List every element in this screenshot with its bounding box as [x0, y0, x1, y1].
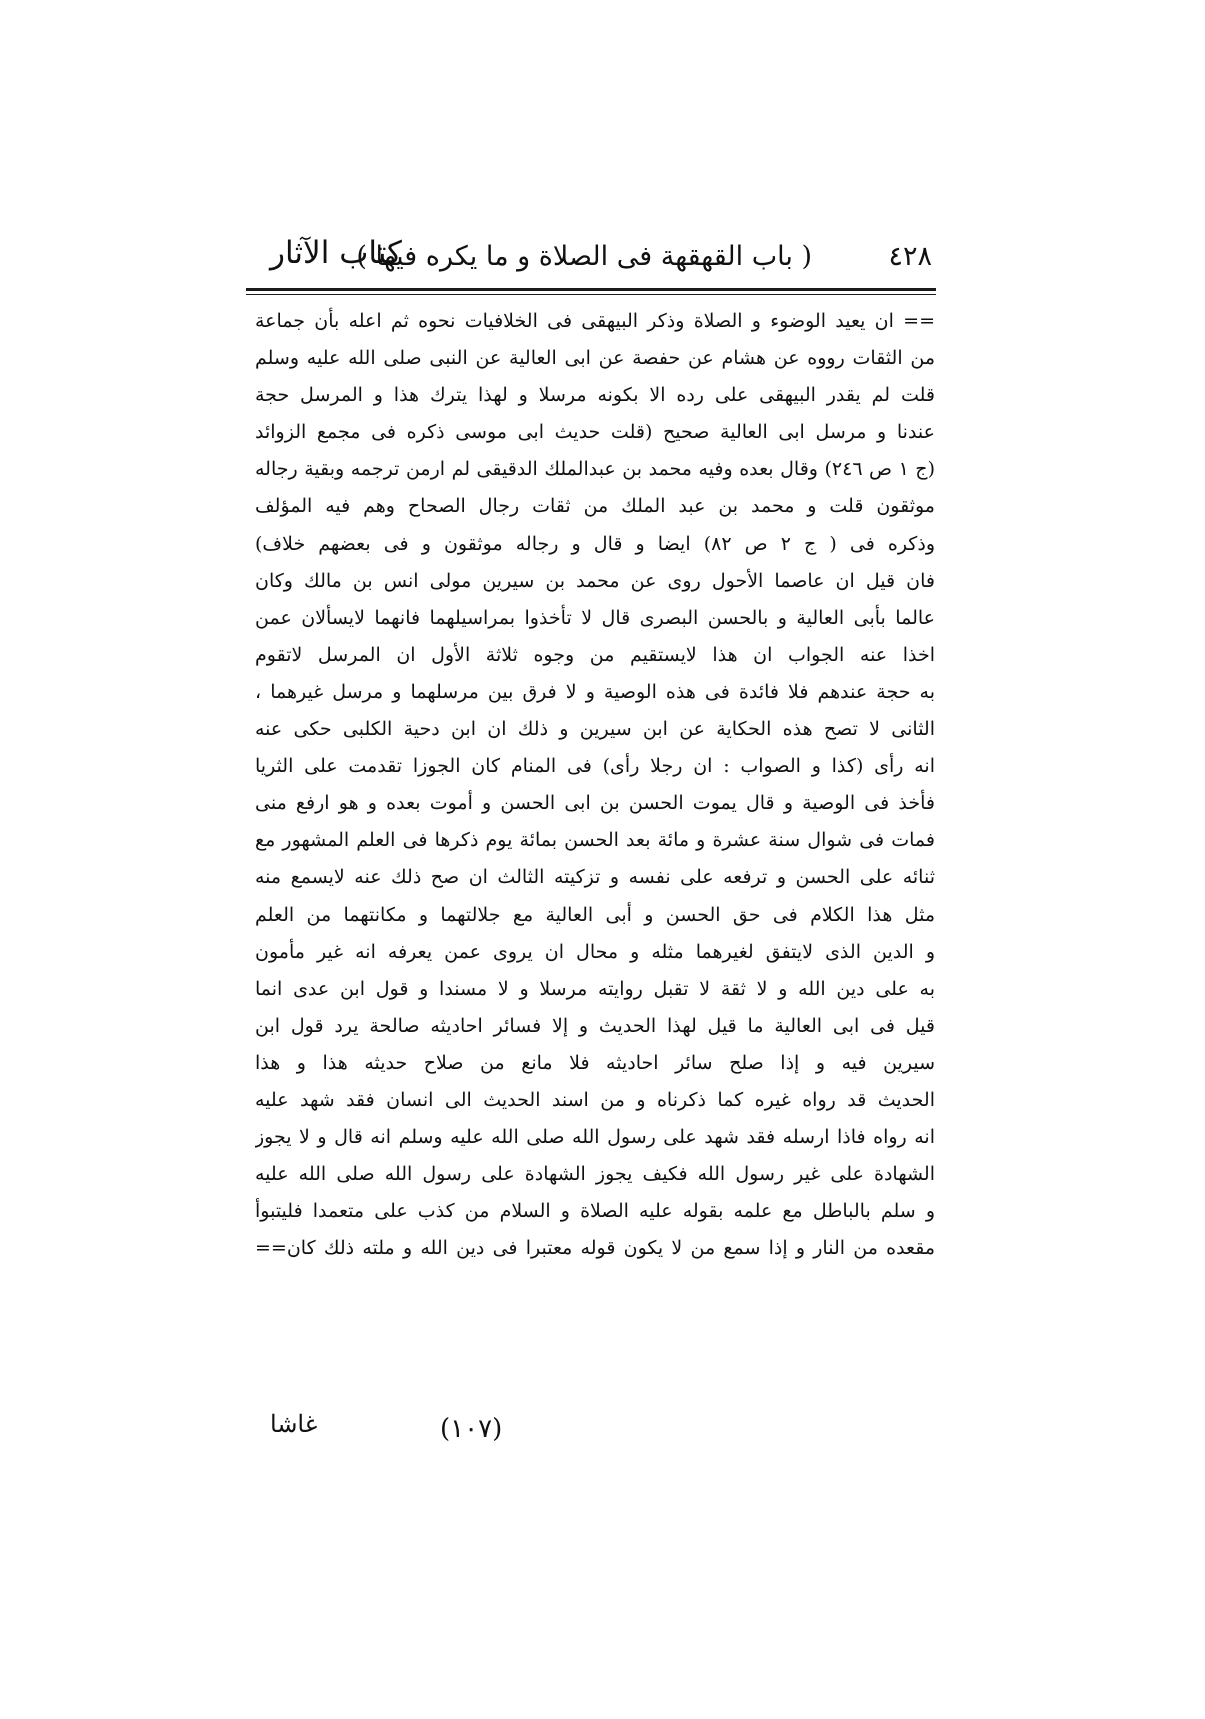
signature-mark: (١٠٧): [440, 1414, 503, 1444]
body-text: [255, 303, 935, 1267]
text-line: موثقون قلت و محمد بن عبد الملك من ثقات رجال الصحاح وهم فيه المؤلف: [255, 495, 935, 518]
text-line: مقعده من النار و إذا سمع من لا يكون قوله معتبرا فى دين الله و ملته ذلك كان==: [255, 1237, 935, 1260]
text-line: و سلم بالباطل مع علمه بقوله عليه الصلاة و السلام من كذب على متعمدا فليتبوأ: [255, 1200, 935, 1223]
text-line: == ان يعيد الوضوء و الصلاة وذكر البيهقى فى الخلافيات نحوه ثم اعله بأن جماعة: [255, 310, 935, 332]
text-line: وذكره فى ( ج ٢ ص ٨٢) ايضا و قال و رجاله موثقون و فى بعضهم خلاف): [255, 532, 935, 555]
text-line: الثانى لا تصح هذه الحكاية عن ابن سيرين و ذلك ان ابن دحية الكلبى حكى عنه: [255, 718, 935, 741]
header-rule-thick: [246, 288, 936, 291]
chapter-title: ( باب القهقهة فى الصلاة و ما يكره فيها ): [356, 241, 812, 272]
catchword: غاشا: [270, 1410, 318, 1438]
text-line: و الدين الذى لايتفق لغيرهما مثله و محال ان يروى عمن يعرفه انه غير مأمون: [255, 940, 935, 963]
text-line: (ج ١ ص ٢٤٦) وقال بعده وفيه محمد بن عبدالملك الدقيقى لم ارمن ترجمه وبقية رجاله: [255, 458, 935, 481]
text-line: به على دين الله و لا ثقة لا تقبل روايته مرسلا و لا مسندا و قول ابن عدى انما: [255, 977, 935, 1000]
text-line: عندنا و مرسل ابى العالية صحيح (قلت حديث ابى موسى ذكره فى مجمع الزوائد: [255, 421, 935, 444]
text-line: مثل هذا الكلام فى حق الحسن و أبى العالية مع جلالتهما و مكانتهما من العلم: [255, 903, 935, 926]
text-line: سيرين فيه و إذا صلح سائر احاديثه فلا مانع من صلاح حديثه هذا و هذا: [255, 1051, 935, 1074]
text-line: الشهادة على غير رسول الله فكيف يجوز الشهادة على رسول الله صلى الله عليه: [255, 1163, 935, 1186]
text-line: انه رأى (كذا و الصواب : ان رجلا رأى) فى المنام كان الجوزا تقدمت على الثريا: [255, 755, 935, 778]
text-line: الحديث قد رواه غيره كما ذكرناه و من اسند الحديث الى انسان فقد شهد عليه: [255, 1088, 935, 1111]
text-line: به حجة عندهم فلا فائدة فى هذه الوصية و لا فرق بين مرسلهما و مرسل غيرهما ،: [255, 680, 935, 703]
page-footer: [270, 1410, 700, 1450]
text-line: انه رواه فاذا ارسله فقد شهد على رسول الله صلى الله عليه وسلم انه قال و لا يجوز: [255, 1126, 935, 1149]
text-line: ثنائه على الحسن و ترفعه على نفسه و تزكيته الثالث ان صح ذلك عنه لايسمع منه: [255, 866, 935, 889]
book-title: كتاب الآثار: [270, 235, 402, 271]
text-line: فأخذ فى الوصية و قال يموت الحسن بن ابى الحسن و أموت بعده و هو ارفع منى: [255, 792, 935, 815]
page-number: ٤٢٨: [888, 241, 932, 272]
text-line: فمات فى شوال سنة عشرة و مائة بعد الحسن بمائة يوم ذكرها فى العلم المشهور مع: [255, 829, 935, 852]
text-line: من الثقات رووه عن هشام عن حفصة عن ابى العالية عن النبى صلى الله عليه وسلم: [255, 347, 935, 370]
text-line: قيل فى ابى العالية ما قيل لهذا الحديث و إلا فسائر احاديثه صالحة يرد قول ابن: [255, 1014, 935, 1037]
text-line: عالما بأبى العالية و بالحسن البصرى قال لا تأخذوا بمراسيلهما فانهما لايسألان عمن: [255, 606, 935, 629]
text-line: اخذا عنه الجواب ان هذا لايستقيم من وجوه ثلاثة الأول ان المرسل لاتقوم: [255, 643, 935, 666]
text-line: فان قيل ان عاصما الأحول روى عن محمد بن سيرين مولى انس بن مالك وكان: [255, 569, 935, 592]
page-header: [270, 235, 932, 285]
text-line: قلت لم يقدر البيهقى على رده الا بكونه مرسلا و لهذا يترك هذا و المرسل حجة: [255, 384, 935, 407]
header-rule-thin: [246, 294, 936, 295]
